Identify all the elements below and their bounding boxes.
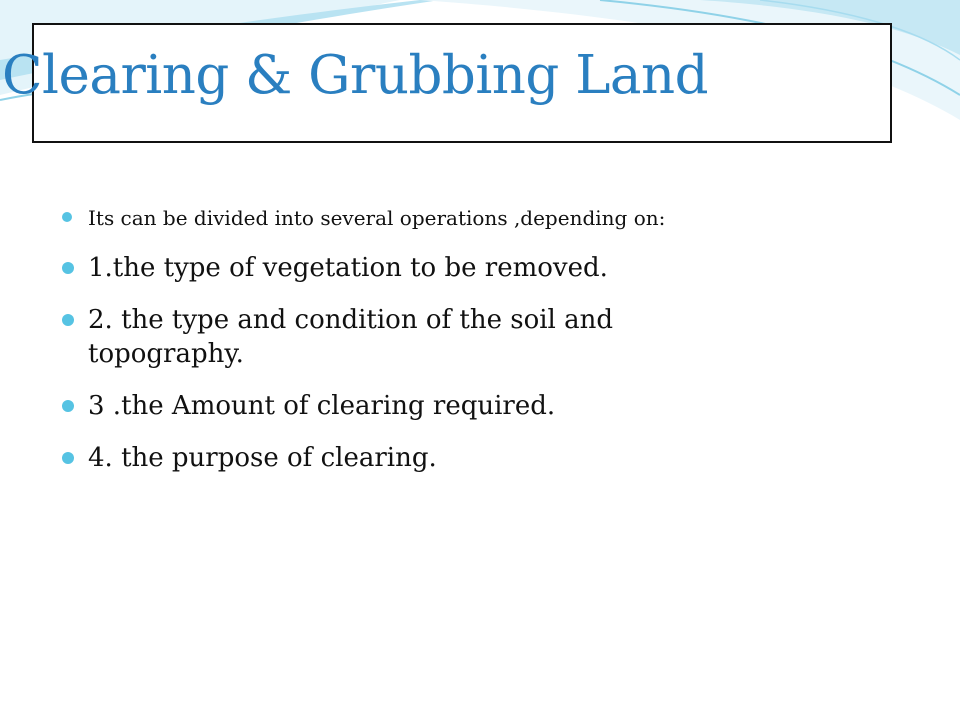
bullet-item [62, 389, 922, 423]
bullet-dot-icon [62, 314, 74, 326]
bullet-item [62, 205, 922, 231]
bullet-dot-icon [62, 212, 72, 222]
bullet-item [62, 251, 922, 285]
bullet-dot-icon [62, 400, 74, 412]
bullet-text: 2. the type and condition of the soil and topography. [88, 305, 614, 369]
slide-title: Clearing & Grubbing Land [2, 45, 709, 106]
bullet-item [62, 441, 922, 475]
bullet-text: 1.the type of vegetation to be removed. [88, 253, 608, 283]
bullet-list [62, 205, 922, 493]
bullet-text: 4. the purpose of clearing. [88, 443, 437, 473]
bullet-text: Its can be divided into several operations ,depending on: [88, 206, 666, 230]
bullet-text: 3 .the Amount of clearing required. [88, 391, 556, 421]
bullet-item [62, 303, 922, 371]
bullet-dot-icon [62, 262, 74, 274]
bullet-dot-icon [62, 452, 74, 464]
